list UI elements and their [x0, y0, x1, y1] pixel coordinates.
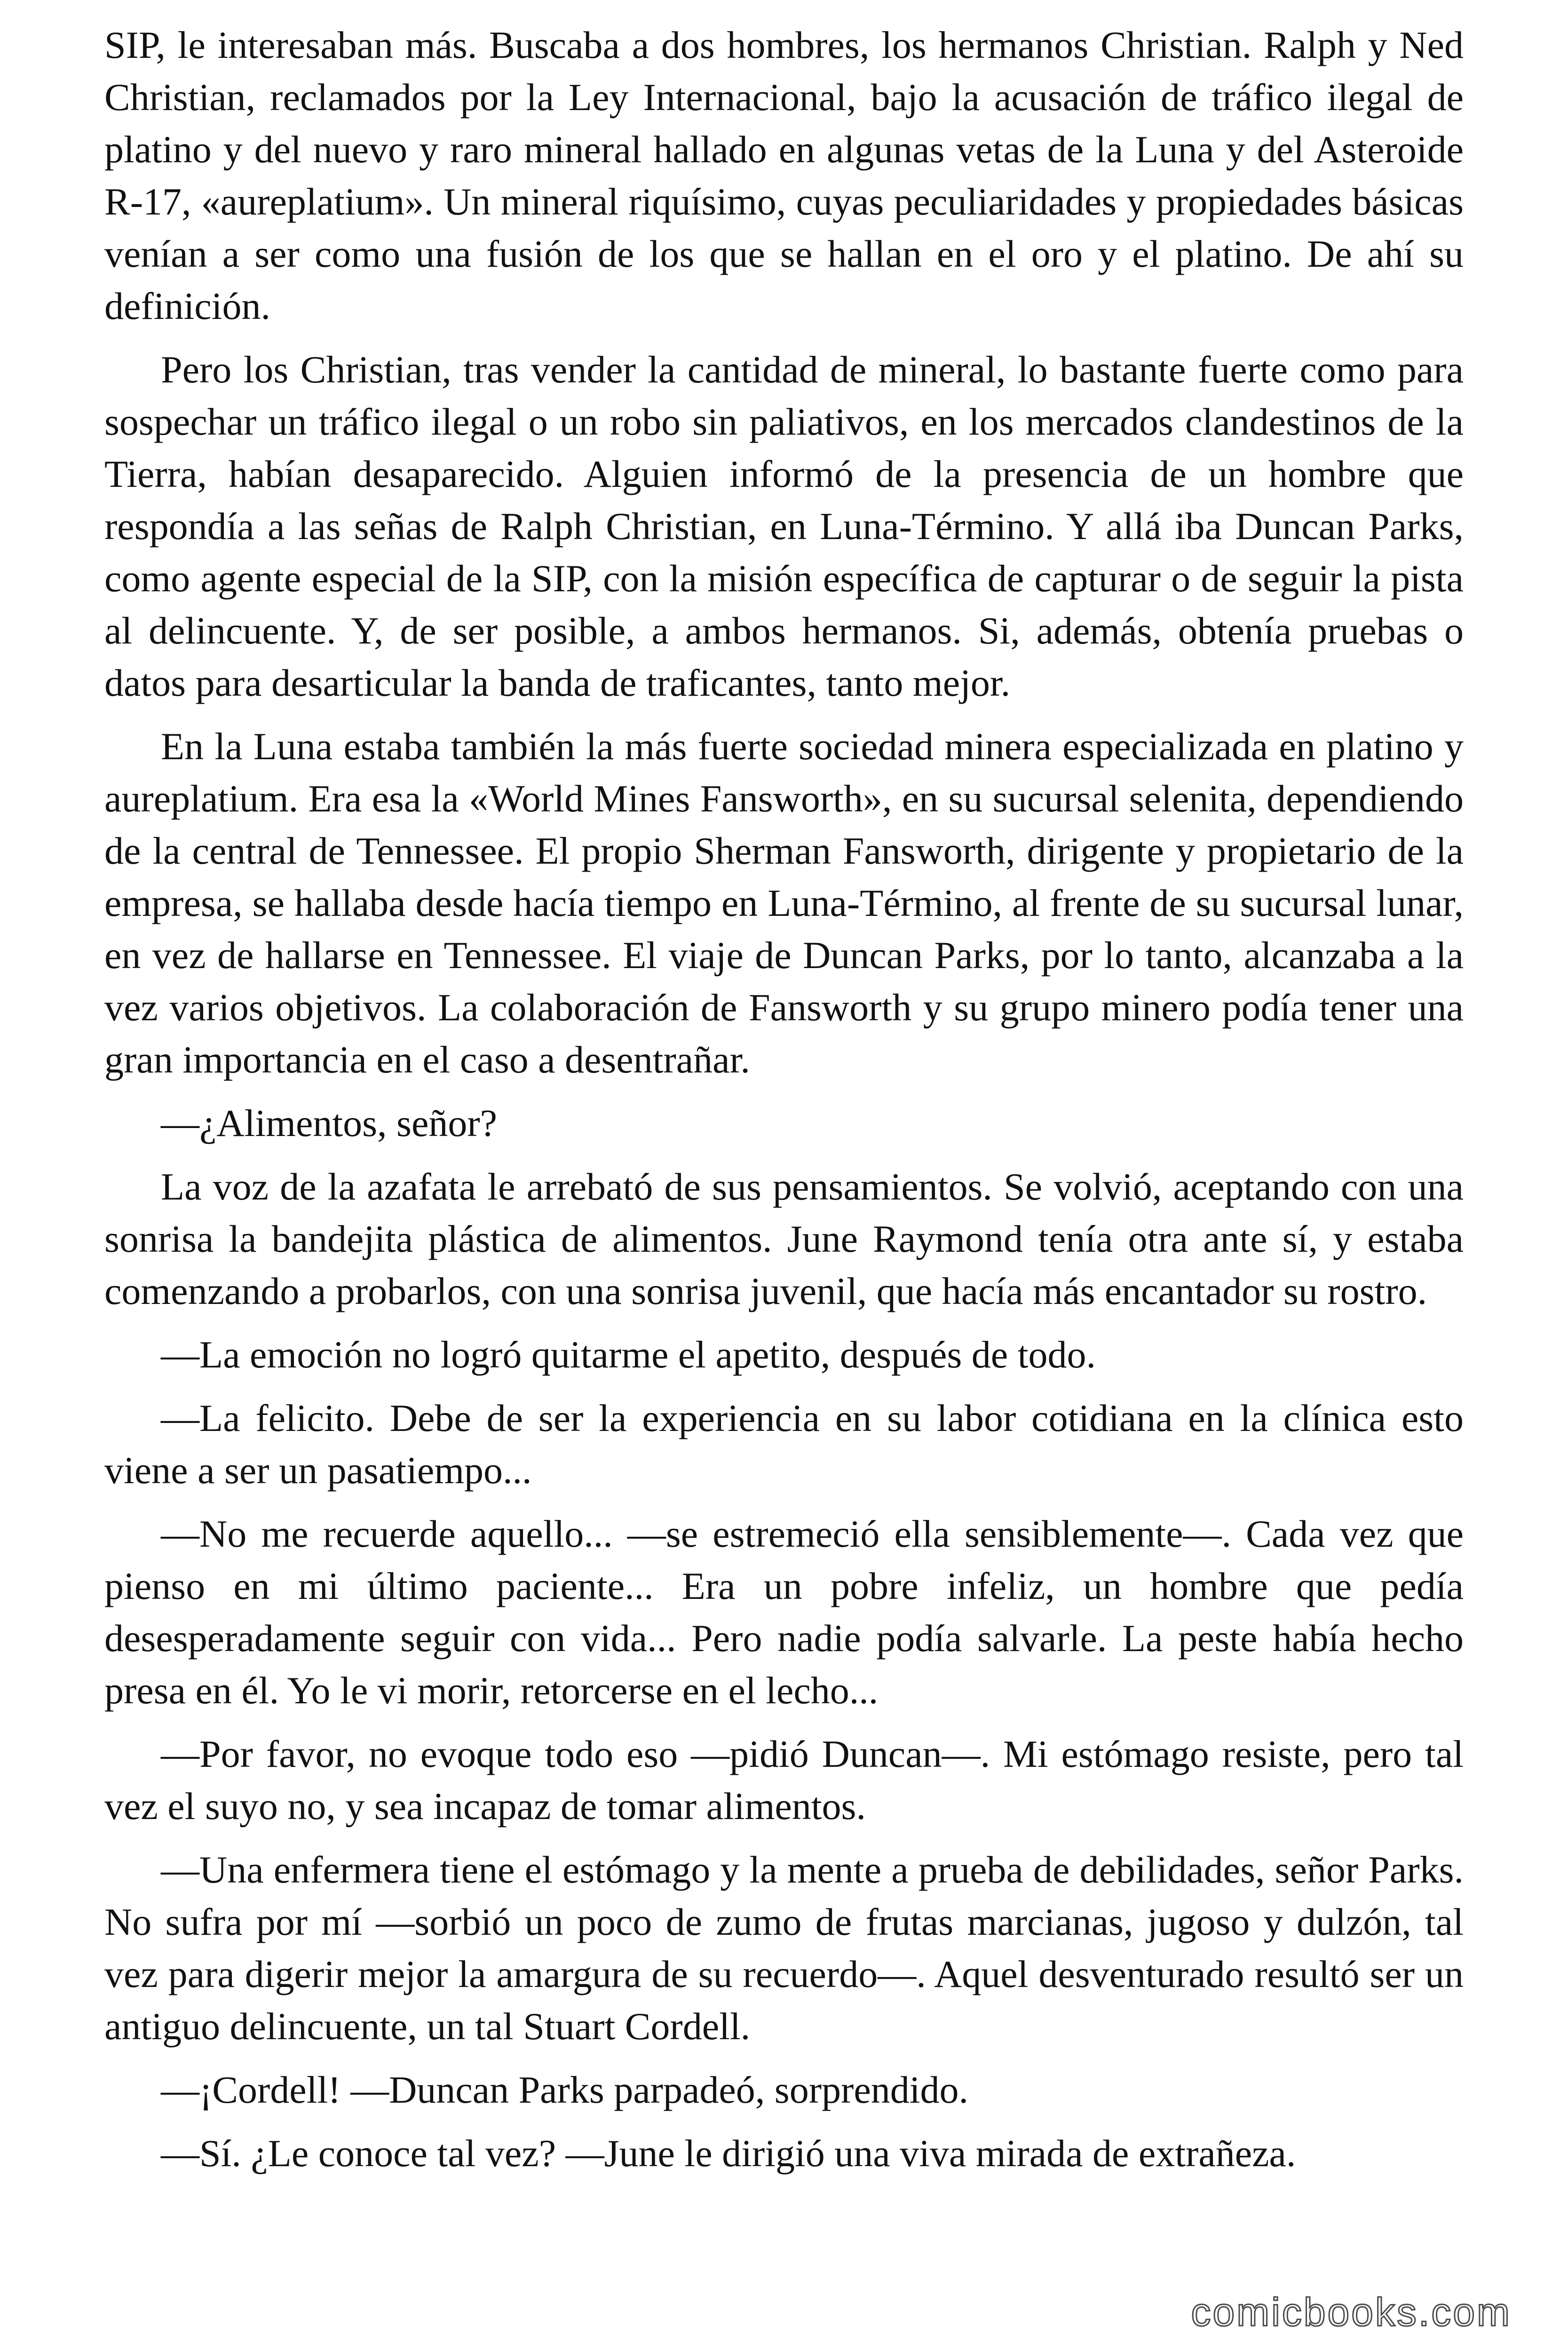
paragraph-6: —La emoción no logró quitarme el apetito, después de todo. — [161, 1333, 1096, 1376]
paragraph-9: —Por favor, no evoque todo eso —pidió Duncan—. Mi estómago resiste, pero tal vez el suyo no, y sea incapaz de tomar alimentos. — [104, 1732, 1464, 1828]
paragraph-1: SIP, le interesaban más. Buscaba a dos hombres, los hermanos Christian. Ralph y Ned Christian, reclamados por la Ley Internacional, bajo la acusación de tráfico ilegal de platino y del nuevo y raro mineral hallado en algunas vetas de la Luna y del Asteroide R-17, «aureplatium». Un mineral riquísimo, cuyas peculiaridades y propiedades básicas venían a ser como una fusión de los que se hallan en el oro y el platino. De ahí su definición. — [104, 24, 1464, 327]
book-page — [104, 19, 1464, 2343]
watermark: comicbooks.com — [1191, 2290, 1512, 2334]
paragraph-11: —¡Cordell! —Duncan Parks parpadeó, sorprendido. — [161, 2068, 968, 2111]
paragraph-5: La voz de la azafata le arrebató de sus pensamientos. Se volvió, aceptando con una sonrisa la bandejita plástica de alimentos. June Raymond tenía otra ante sí, y estaba comenzando a probarlos, con una sonrisa juvenil, que hacía más encantador su rostro. — [104, 1165, 1464, 1312]
paragraph-10: —Una enfermera tiene el estómago y la mente a prueba de debilidades, señor Parks. No sufra por mí —sorbió un poco de zumo de frutas marcianas, jugoso y dulzón, tal vez para digerir mejor la amargura de su recuerdo—. Aquel desventurado resultó ser un antiguo delincuente, un tal Stuart Cordell. — [104, 1848, 1464, 2048]
paragraph-4: —¿Alimentos, señor? — [161, 1102, 498, 1144]
paragraph-2: Pero los Christian, tras vender la cantidad de mineral, lo bastante fuerte como para sospechar un tráfico ilegal o un robo sin paliativos, en los mercados clandestinos de la Tierra, habían desaparecido. Alguien informó de la presencia de un hombre que respondía a las señas de Ralph Christian, en Luna-Término. Y allá iba Duncan Parks, como agente especial de la SIP, con la misión específica de capturar o de seguir la pista al delincuente. Y, de ser posible, a ambos hermanos. Si, además, obtenía pruebas o datos para desarticular la banda de traficantes, tanto mejor. — [104, 348, 1464, 704]
paragraph-3: En la Luna estaba también la más fuerte sociedad minera especializada en platino y aureplatium. Era esa la «World Mines Fansworth», en su sucursal selenita, dependiendo de la central de Tennessee. El propio Sherman Fansworth, dirigente y propietario de la empresa, se hallaba desde hacía tiempo en Luna-Término, al frente de su sucursal lunar, en vez de hallarse en Tennessee. El viaje de Duncan Parks, por lo tanto, alcanzaba a la vez varios objetivos. La colaboración de Fansworth y su grupo minero podía tener una gran importancia en el caso a desentrañar. — [104, 725, 1464, 1081]
paragraph-8: —No me recuerde aquello... —se estremeció ella sensiblemente—. Cada vez que pienso en mi último paciente... Era un pobre infeliz, un hombre que pedía desesperadamente seguir con vida... Pero nadie podía salvarle. La peste había hecho presa en él. Yo le vi morir, retorcerse en el lecho... — [104, 1512, 1464, 1712]
paragraph-7: —La felicito. Debe de ser la experiencia en su labor cotidiana en la clínica esto viene a ser un pasatiempo... — [104, 1397, 1464, 1492]
paragraph-12: —Sí. ¿Le conoce tal vez? —June le dirigió una viva mirada de extrañeza. — [161, 2132, 1296, 2175]
